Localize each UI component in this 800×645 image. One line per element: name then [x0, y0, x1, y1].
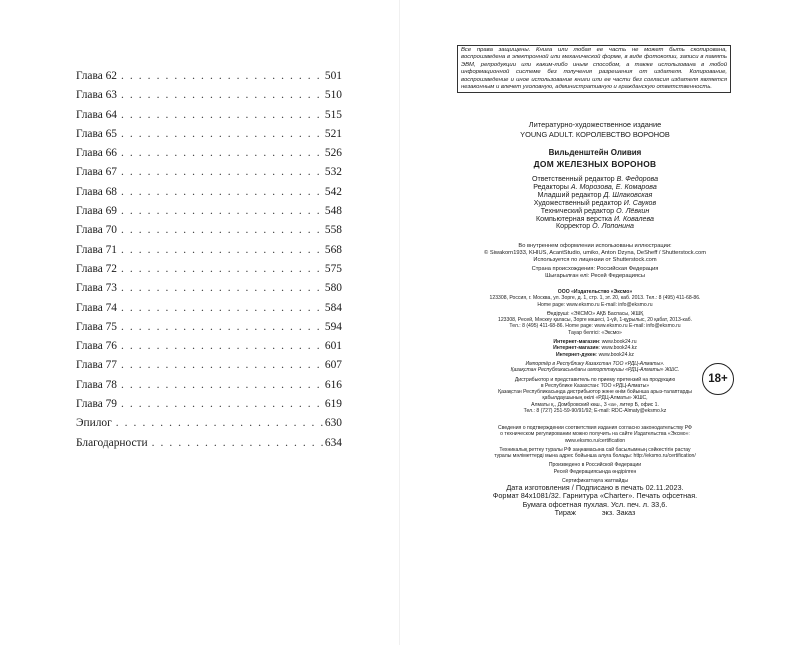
toc-entry-title: Глава 73 [76, 282, 117, 295]
origin-line: Страна происхождения: Российская Федерация [531, 266, 659, 272]
toc-leader-dots [121, 183, 324, 202]
toc-entry-page: 510 [324, 89, 342, 102]
toc-leader-dots [121, 376, 324, 395]
distributor-address: Алматы қ., Домбровский көш., 3 «а», литер Б, офис 1. [531, 401, 659, 408]
distributor-ru-2: в Республике Казахстан: ТОО «РДЦ-Алматы» [540, 382, 650, 389]
toc-entry-title: Глава 79 [76, 398, 117, 411]
spread-divider [399, 0, 400, 645]
toc-entry-title: Глава 66 [76, 147, 117, 160]
toc-leader-dots [121, 163, 324, 182]
toc-entry-title: Глава 71 [76, 243, 117, 256]
toc-entry [76, 106, 342, 125]
toc-entry-page: 501 [324, 70, 342, 82]
print-line: Формат 84x1081/32. Гарнитура «Charter». Печать офсетная. [492, 491, 698, 501]
credit-role: Ответственный редактор [531, 175, 615, 183]
toc-entry-page: 548 [324, 205, 342, 218]
toc-entry-title: Глава 65 [76, 127, 117, 140]
toc-entry [76, 434, 342, 453]
toc-leader-dots [121, 337, 324, 356]
toc-entry [76, 86, 342, 105]
publisher-address-kz: 123308, Ресей, Мәскеу қаласы, Зорге көшесі, 1-үй, 1-құрылыс, 20 қабат, 2013-каб. [497, 317, 693, 324]
table-of-contents [76, 67, 342, 453]
toc-leader-dots [121, 395, 324, 414]
copyright-notice: Все права защищены. Книга или любая ее часть не может быть скопирована, воспроизведена в электронной или механической форме, в виде фотокопии, записи в память ЭВМ, репродукции или каким-либо иным способом, а также использована в любой информационной системе без получения разрешения от издателя. Копирование, воспроизведение и иное использование книги или ее части без согласия издателя является незаконным и влечет уголовную, административную и гражданскую ответственность. [457, 45, 731, 93]
toc-entry [76, 221, 342, 240]
toc-entry [76, 202, 342, 221]
credit-name: О. Лёвкин [616, 206, 650, 215]
toc-leader-dots [121, 260, 324, 279]
online-shop-link[interactable]: : www.book24.kz [595, 351, 634, 358]
distributor-kz-2: қабылдаушының өкілі «РДЦ-Алматы» ЖШС, [542, 395, 648, 402]
toc-leader-dots [121, 299, 324, 318]
toc-entry-title: Глава 75 [76, 320, 117, 333]
toc-entry-page: 568 [324, 243, 342, 256]
toc-entry [76, 356, 342, 375]
online-shop-link[interactable]: : www.book24.ru [598, 339, 637, 346]
toc-leader-dots [121, 221, 324, 240]
author-name: Вильденштейн Оливия [548, 148, 642, 157]
publisher-phone-kz: Тел.: 8 (495) 411-68-86. Home page: www.eksmo.ru E-mail: info@eksmo.ru [509, 323, 681, 330]
toc-leader-dots [121, 106, 324, 125]
importer-ru: Импортёр в Республику Казахстан ТОО «РДЦ-Алматы». [525, 360, 665, 367]
toc-leader-dots [152, 434, 324, 453]
credit-name: О. Лопонина [592, 222, 634, 231]
toc-entry [76, 414, 342, 433]
toc-entry [76, 144, 342, 163]
print-run-line [555, 509, 636, 517]
cert-line: Сертификаттауға жатпайды [561, 478, 629, 485]
credit-name: А. Морозова, Е. Комарова [570, 182, 657, 191]
online-shop-link[interactable]: : www.book24.kz [598, 345, 637, 352]
toc-entry-page: 607 [324, 359, 342, 372]
toc-entry-page: 532 [324, 166, 342, 179]
toc-entry-title: Глава 72 [76, 262, 117, 275]
toc-entry-page: 594 [324, 320, 342, 333]
credit-role: Компьютерная верстка [536, 214, 612, 223]
age-rating-badge: 18+ [702, 363, 734, 395]
toc-entry [76, 318, 342, 337]
credit-role: Редакторы [533, 182, 569, 191]
distributor-kz: Қазақстан Республикасында дистрибьютор және өнім бойынша арыз-талаптарды [498, 389, 692, 396]
toc-entry [76, 395, 342, 414]
toc-entry-page: 526 [324, 147, 342, 160]
toc-entry-title: Глава 70 [76, 224, 117, 237]
credit-role: Младший редактор [537, 190, 602, 199]
toc-entry-title: Глава 64 [76, 108, 117, 121]
toc-leader-dots [121, 144, 324, 163]
toc-entry-page: 634 [324, 436, 342, 449]
country-of-origin [450, 266, 740, 280]
cert-line: туралы мәліметтерді мына адрес бойынша алуға болады: http://eksmo.ru/certification/ [494, 453, 696, 460]
publisher-address: 123308, Россия, г. Москва, ул. Зорге, д. 1, стр. 1, эт. 20, каб. 2013. Тел.: 8 (495) 411-68-86. [489, 295, 701, 302]
toc-entry-title: Эпилог [76, 417, 112, 430]
toc-entry-title: Глава 76 [76, 340, 117, 353]
toc-entry-page: 521 [324, 127, 342, 140]
online-shop-label: Интернет-дүкен [556, 351, 596, 358]
toc-entry-page: 542 [324, 185, 342, 198]
toc-entry-page: 515 [324, 108, 342, 121]
toc-entry-page: 630 [324, 417, 342, 430]
made-in-line: Ресей Федерациясында өндірілген [553, 468, 637, 475]
credit-role: Художественный редактор [533, 198, 622, 207]
certification-info [450, 425, 740, 484]
publisher-name-kz: Өндіруші: «ЭКСМО» АҚБ Баспасы, ЖШҚ [546, 310, 644, 317]
toc-entry-title: Глава 63 [76, 89, 117, 102]
toc-leader-dots [121, 279, 324, 298]
toc-entry [76, 260, 342, 279]
illustration-line: Используется по лицензии от Shutterstock.com [533, 257, 657, 263]
toc-entry-title: Глава 62 [76, 70, 117, 82]
genre-label: Литературно-художественное издание [528, 120, 662, 129]
toc-entry-page: 580 [324, 282, 342, 295]
toc-entry [76, 67, 342, 86]
toc-entry-page: 575 [324, 262, 342, 275]
cert-line: о техническом регулировании можно получить на сайте Издательства «Эксмо»: [500, 431, 690, 438]
series-name: YOUNG ADULT. КОРОЛЕВСТВО ВОРОНОВ [520, 130, 670, 139]
toc-entry-title: Благодарности [76, 436, 148, 449]
credit-name: Д. Шлаковская [603, 190, 653, 199]
book-title: ДОМ ЖЕЛЕЗНЫХ ВОРОНОВ [533, 159, 657, 169]
toc-leader-dots [121, 318, 324, 337]
distributor-phone: Тел.: 8 (727) 251-59-90/91/92; E-mail: RDC-Almaty@eksmo.kz [523, 408, 667, 415]
cert-line: Техникалық реттеу туралы РФ заңнамасына сай басылымның сәйкестігін растау [499, 446, 691, 453]
toc-entry-title: Глава 69 [76, 205, 117, 218]
made-in-line: Произведено в Российской Федерации [548, 462, 642, 469]
toc-entry-page: 616 [324, 378, 342, 391]
editorial-credits [450, 176, 740, 231]
credit-name: В. Федорова [616, 175, 659, 183]
toc-leader-dots [121, 356, 324, 375]
cert-line: Сведения о подтверждении соответствия издания согласно законодательству РФ [498, 425, 692, 431]
print-run-unit: экз. Заказ [601, 507, 636, 517]
distributor-ru: Дистрибьютор и представитель по приему претензий на продукцию [514, 376, 676, 383]
illustration-line: © Siwakorn1933, KHIUS, AcantStudio, umiko, Anton Dzyna, DeSheff / Shutterstock.com [484, 250, 706, 256]
credit-name: И. Ковалева [613, 214, 654, 223]
toc-entry [76, 125, 342, 144]
toc-leader-dots [121, 241, 324, 260]
toc-entry [76, 279, 342, 298]
toc-leader-dots [121, 67, 324, 86]
toc-entry [76, 241, 342, 260]
publisher-name: ООО «Издательство «Эксмо» [557, 289, 633, 295]
cert-link[interactable]: www.eksmo.ru/certification [564, 437, 626, 444]
credit-role: Корректор [556, 222, 591, 231]
print-details [450, 484, 740, 517]
toc-entry [76, 183, 342, 202]
toc-entry-title: Глава 68 [76, 185, 117, 198]
toc-leader-dots [121, 202, 324, 221]
print-run-label: Тираж [554, 507, 576, 517]
toc-entry-page: 584 [324, 301, 342, 314]
toc-entry [76, 337, 342, 356]
toc-entry-title: Глава 77 [76, 359, 117, 372]
toc-entry [76, 163, 342, 182]
toc-leader-dots [116, 414, 324, 433]
toc-entry-page: 619 [324, 398, 342, 411]
toc-entry-page: 558 [324, 224, 342, 237]
origin-line: Шығарылған елі: Ресей Федерациясы [545, 273, 645, 279]
importer-kz: Қазақстан Республикасындағы импорттаушы «РДЦ-Алматы» ЖШС. [510, 367, 680, 374]
print-line: Бумага офсетная пухлая. Усл. печ. л. 33,6. [522, 499, 668, 509]
toc-leader-dots [121, 125, 324, 144]
credit-role: Технический редактор [540, 206, 615, 215]
toc-entry [76, 376, 342, 395]
print-line: Дата изготовления / Подписано в печать 02.11.2023. [506, 483, 684, 492]
trademark-kz: Тауар белгісі: «Эксмо» [568, 329, 622, 336]
toc-entry [76, 299, 342, 318]
online-shop-label: Интернет-магазин [553, 345, 599, 352]
publisher-web: Home page: www.eksmo.ru E-mail: info@eksmo.ru [537, 301, 653, 308]
online-shop-label: Интернет-магазин [553, 339, 599, 346]
illustration-credits [450, 243, 740, 264]
publisher-info [450, 289, 740, 414]
illustration-line: Во внутреннем оформлении использованы иллюстрации: [518, 243, 672, 249]
toc-entry-title: Глава 67 [76, 166, 117, 179]
toc-entry-title: Глава 78 [76, 378, 117, 391]
toc-entry-title: Глава 74 [76, 301, 117, 314]
toc-leader-dots [121, 86, 324, 105]
toc-entry-page: 601 [324, 340, 342, 353]
credit-line [450, 223, 740, 231]
credit-name: И. Сауков [623, 198, 657, 207]
